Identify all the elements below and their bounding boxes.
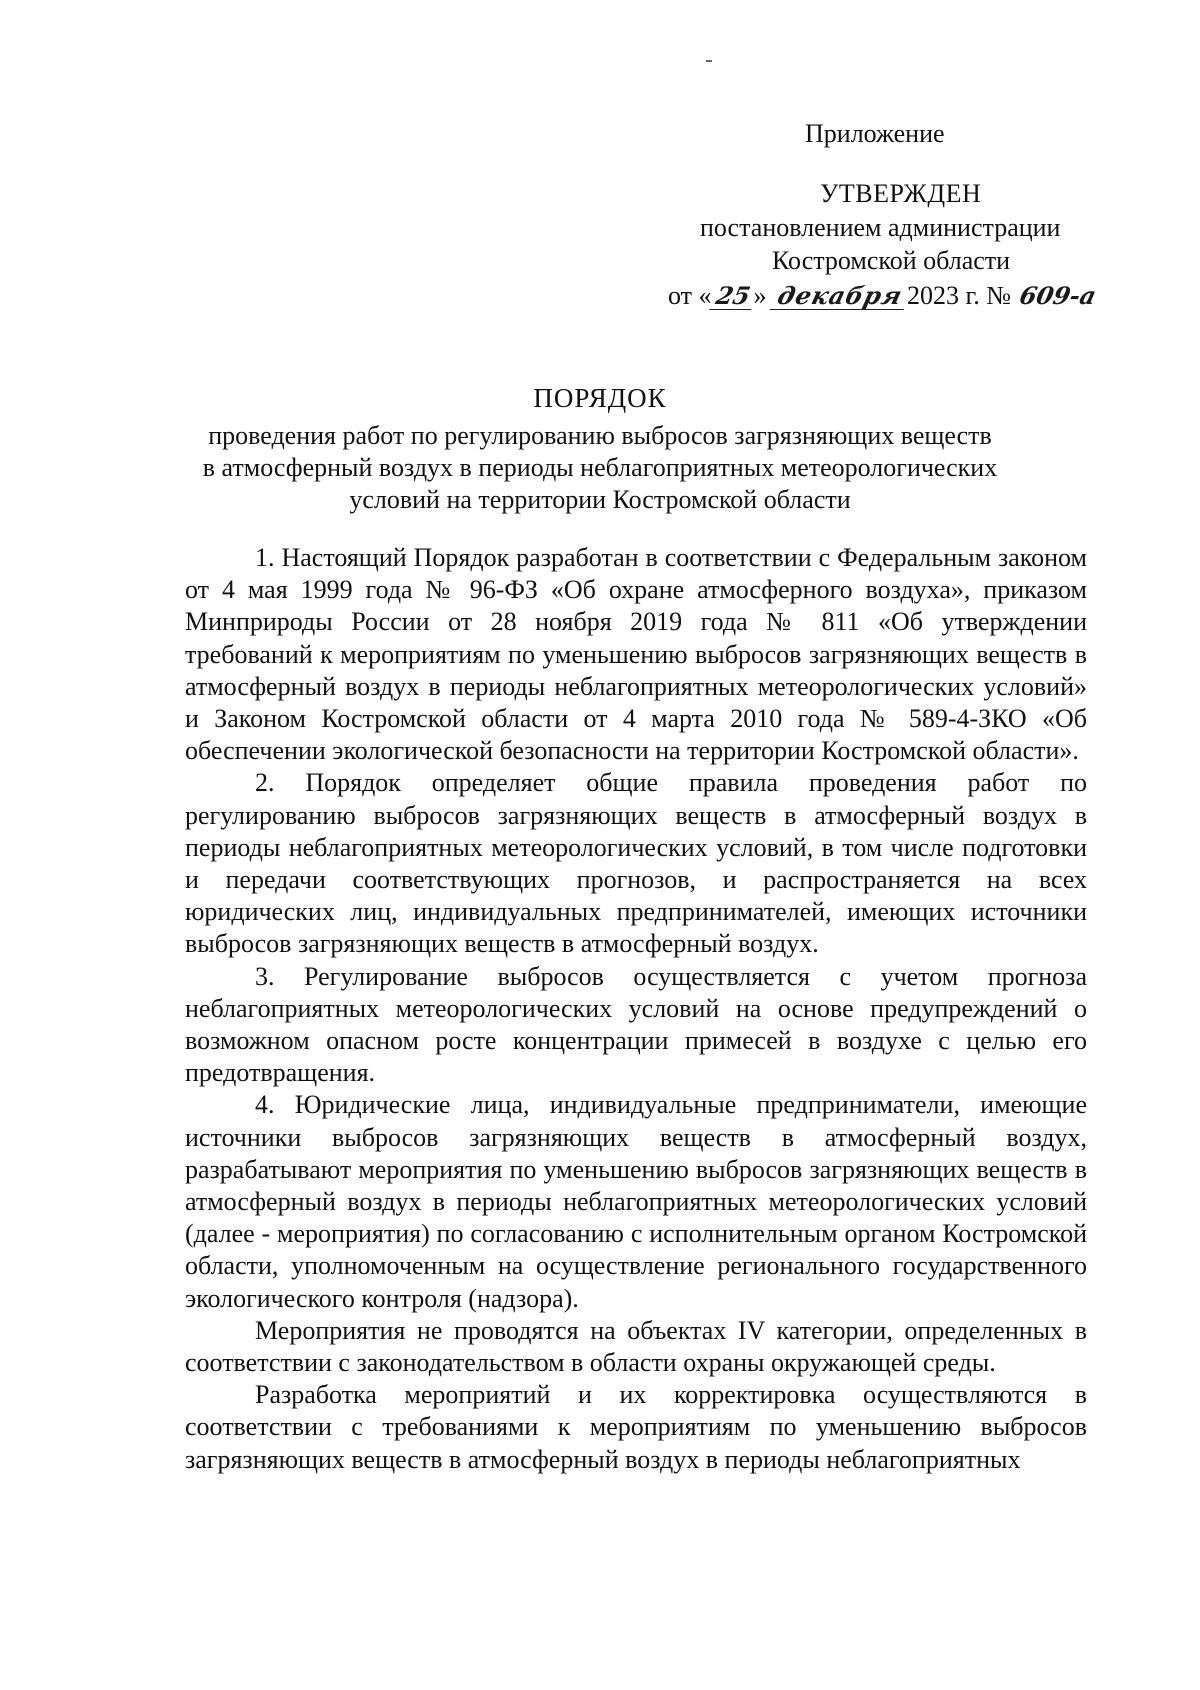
paragraph-5: Мероприятия не проводятся на объектах IV категории, определенных в соответствии с законодательством в области охраны окружающей среды. [185,1315,1087,1378]
approval-date-line [668,280,1110,312]
date-prefix: от « [668,281,712,310]
approved-by-line-2: Костромской области [772,246,1011,275]
handwritten-month: декабря [770,283,911,310]
paragraph-6: Разработка мероприятий и их корректировка осуществляются в соответствии с требованиями к мероприятиям по уменьшению выбросов загрязняющих веществ в атмосферный воздух в периоды неблагоприятных [185,1380,1087,1474]
document-subtitle-line-2: в атмосферный воздух в периоды неблагоприятных метеорологических [202,453,998,482]
date-year: 2023 г. № [907,281,1012,310]
paragraph-4: 4. Юридические лица, индивидуальные предприниматели, имеющие источники выбросов загрязняющих веществ в атмосферный воздух, разрабатывают мероприятия по уменьшению выбросов загрязняющих веществ в атмосферный воздух в периоды неблагоприятных метеорологических условий (далее - мероприятия) по согласованию с исполнительным органом Костромской области, уполномоченным на осуществление регионального государственного экологического контроля (надзора). [185,1090,1087,1313]
document-title-block [140,382,1060,516]
document-subtitle-line-1: проведения работ по регулированию выбросов загрязняющих веществ [208,421,992,450]
document-body [185,542,1087,1476]
paragraph-2: 2. Порядок определяет общие правила проведения работ по регулированию выбросов загрязняющих веществ в атмосферный воздух в периоды неблагоприятных метеорологических условий, в том числе подготовки и передачи соответствующих прогнозов, и распространяется на всех юридических лиц, индивидуальных предпринимателей, имеющих источники выбросов загрязняющих веществ в атмосферный воздух. [185,768,1087,959]
doc-number-wrapper [1018,280,1110,312]
approved-by-line-1: постановлением администрации [700,213,1061,242]
appendix-label: Приложение [805,119,945,148]
scan-mark [706,60,712,62]
handwritten-doc-number: 609-а [1016,281,1099,310]
approved-stamp-title: УТВЕРЖДЕН [820,179,982,208]
handwritten-day: 25 [709,283,757,310]
document-title: ПОРЯДОК [533,383,667,413]
paragraph-3: 3. Регулирование выбросов осуществляется с учетом прогноза неблагоприятных метеорологических условий на основе предупреждений о возможном опасном росте концентрации примесей в воздухе с целью его предотвращения. [185,961,1087,1088]
document-subtitle-line-3: условий на территории Костромской области [349,485,851,514]
date-quote-close: » [753,281,767,310]
paragraph-1: 1. Настоящий Порядок разработан в соответствии с Федеральным законом от 4 мая 1999 года № 96-ФЗ «Об охране атмосферного воздуха», приказом Минприроды России от 28 ноября 2019 года № 811 «Об утверждении требований к мероприятиям по уменьшению выбросов загрязняющих веществ в атмосферный воздух в периоды неблагоприятных метеорологических условий» и Законом Костромской области от 4 марта 2010 года № 589-4-ЗКО «Об обеспечении экологической безопасности на территории Костромской области». [185,543,1087,766]
